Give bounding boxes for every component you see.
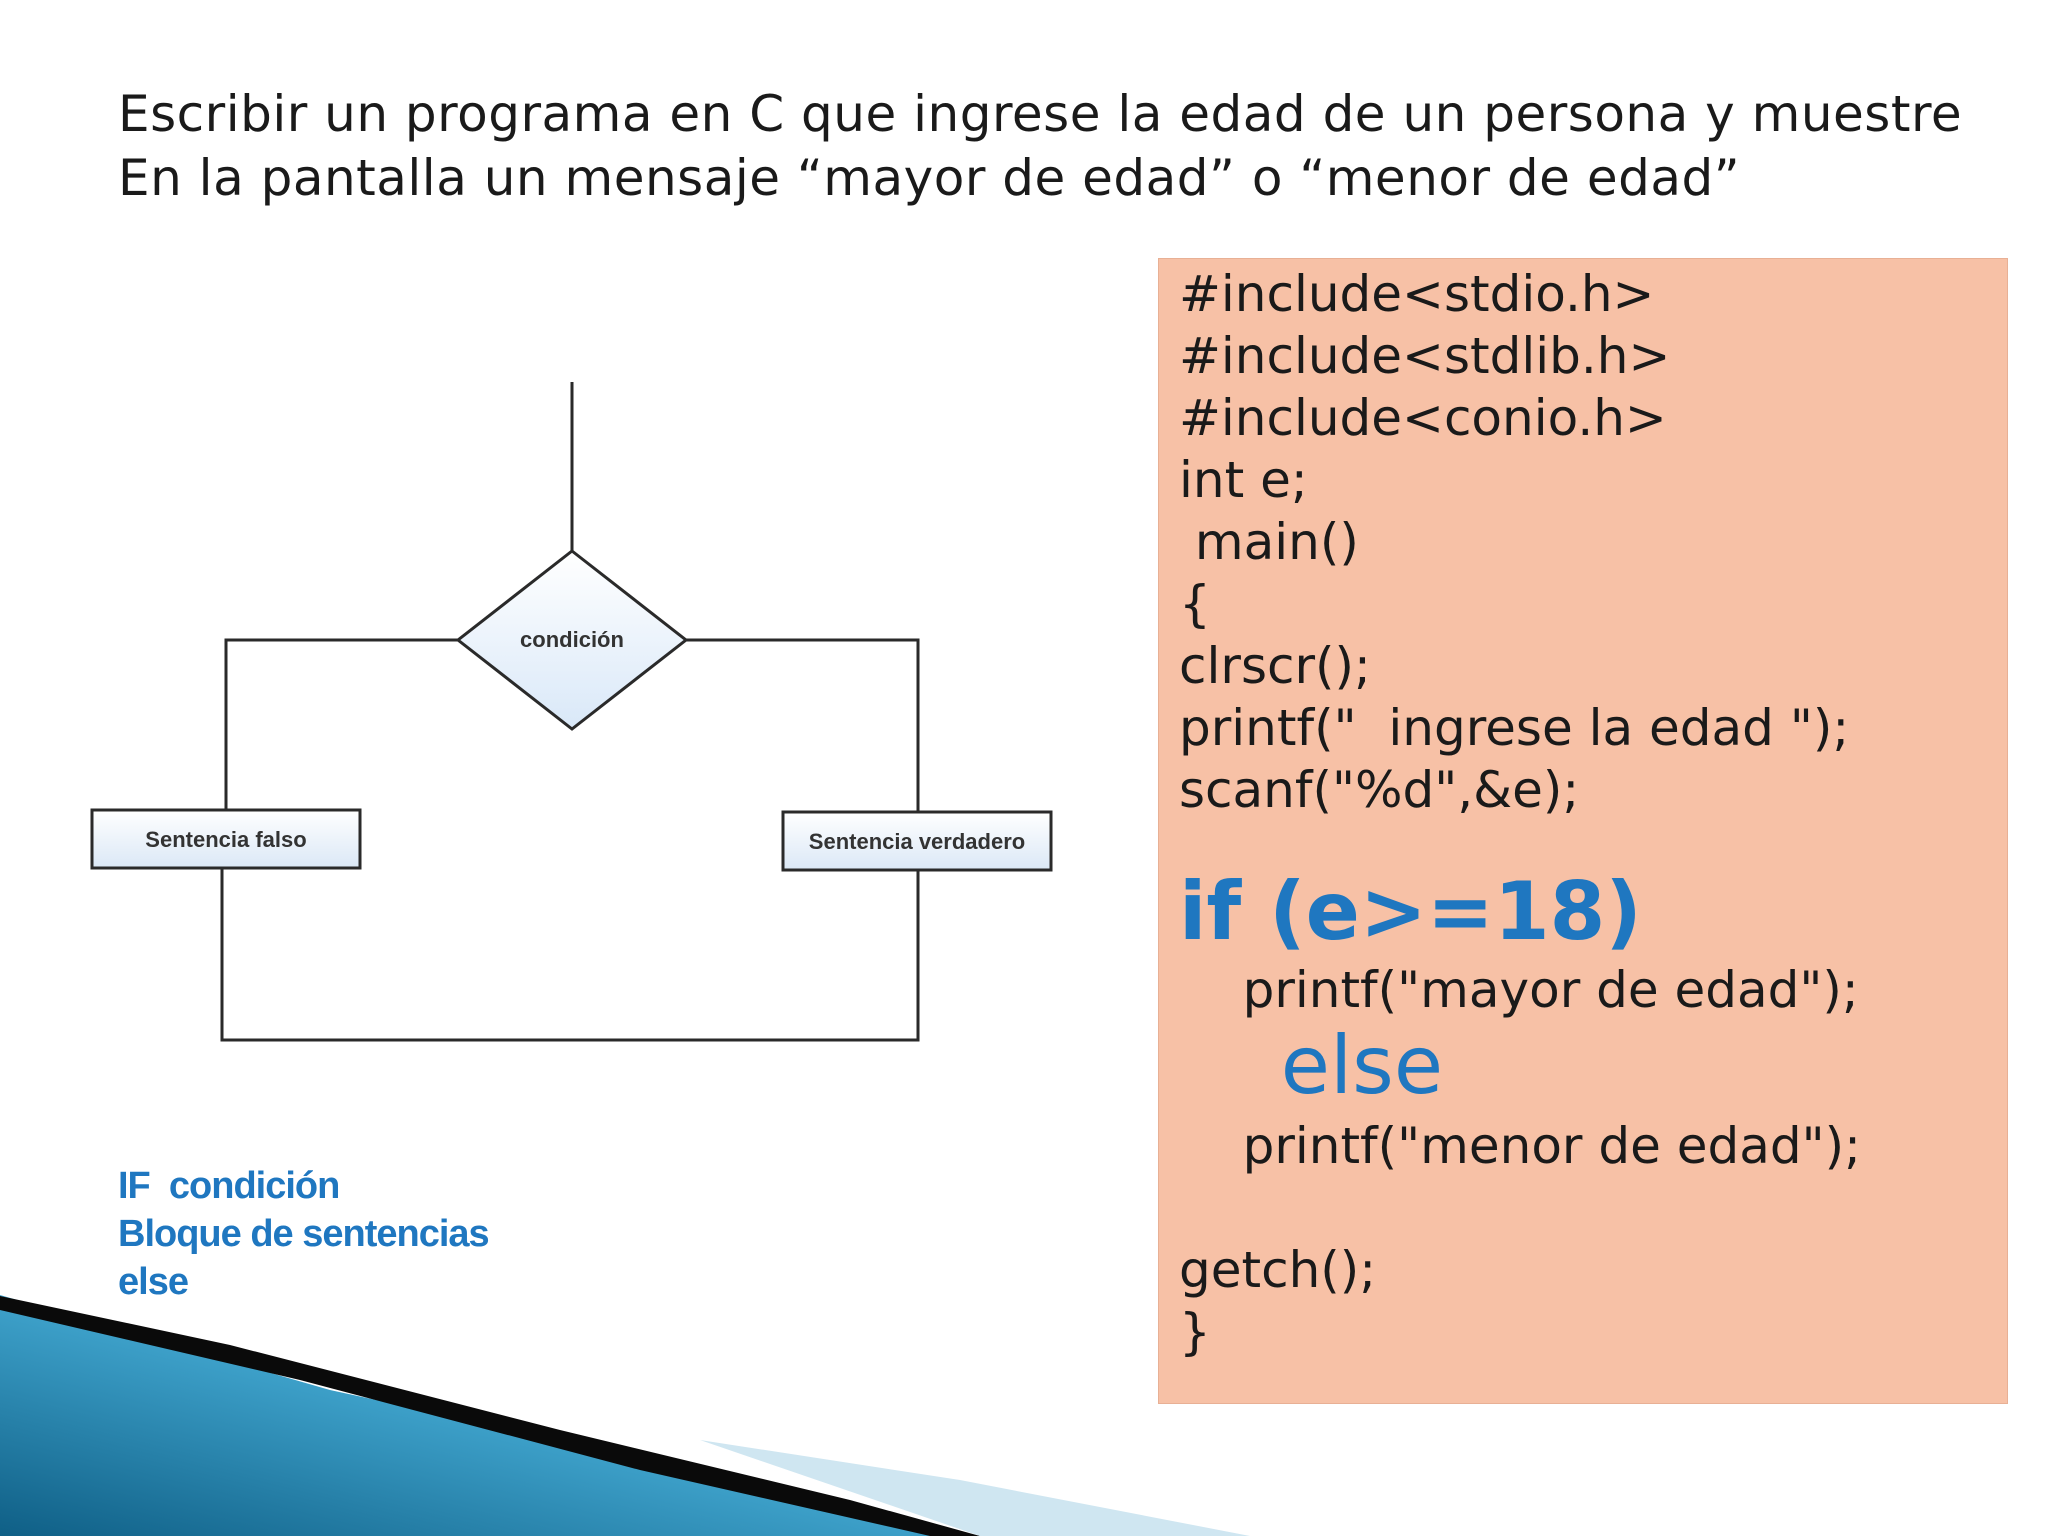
true-branch-connector [686, 640, 918, 812]
syntax-line-1: IF condición [118, 1165, 340, 1207]
code-line-5: main() [1179, 513, 1359, 571]
code-line-2: #include<stdlib.h> [1179, 327, 1671, 385]
syntax-line-3: else [118, 1261, 188, 1303]
decision-label: condición [520, 627, 624, 652]
code-line-15: } [1179, 1303, 1211, 1361]
code-line-9: scanf("%d",&e); [1179, 761, 1580, 819]
code-else-keyword: else [1179, 1019, 1444, 1112]
code-line-3: #include<conio.h> [1179, 389, 1667, 447]
code-line-11: printf("mayor de edad"); [1179, 961, 1859, 1019]
code-line-4: int e; [1179, 451, 1308, 509]
code-line-7: clrscr(); [1179, 637, 1371, 695]
title-line-2: En la pantalla un mensaje “mayor de edad” o “menor de edad” [118, 149, 1741, 207]
code-listing [1158, 258, 2008, 1404]
false-statement-label: Sentencia falso [145, 827, 307, 852]
true-statement-label: Sentencia verdadero [808, 829, 1026, 854]
false-branch-connector [226, 640, 458, 810]
code-line-6: { [1179, 575, 1211, 633]
code-line-8: printf(" ingrese la edad "); [1179, 699, 1850, 757]
syntax-line-2: Bloque de sentencias [118, 1213, 489, 1255]
title-line-1: Escribir un programa en C que ingrese la edad de un persona y muestre [118, 85, 1963, 143]
code-if-keyword: if (e>=18) [1179, 865, 1642, 958]
code-line-1: #include<stdio.h> [1179, 265, 1655, 323]
code-line-14: getch(); [1179, 1241, 1377, 1299]
code-line-13: printf("menor de edad"); [1179, 1117, 1861, 1175]
syntax-note [118, 1162, 489, 1306]
merge-connector [222, 868, 918, 1040]
